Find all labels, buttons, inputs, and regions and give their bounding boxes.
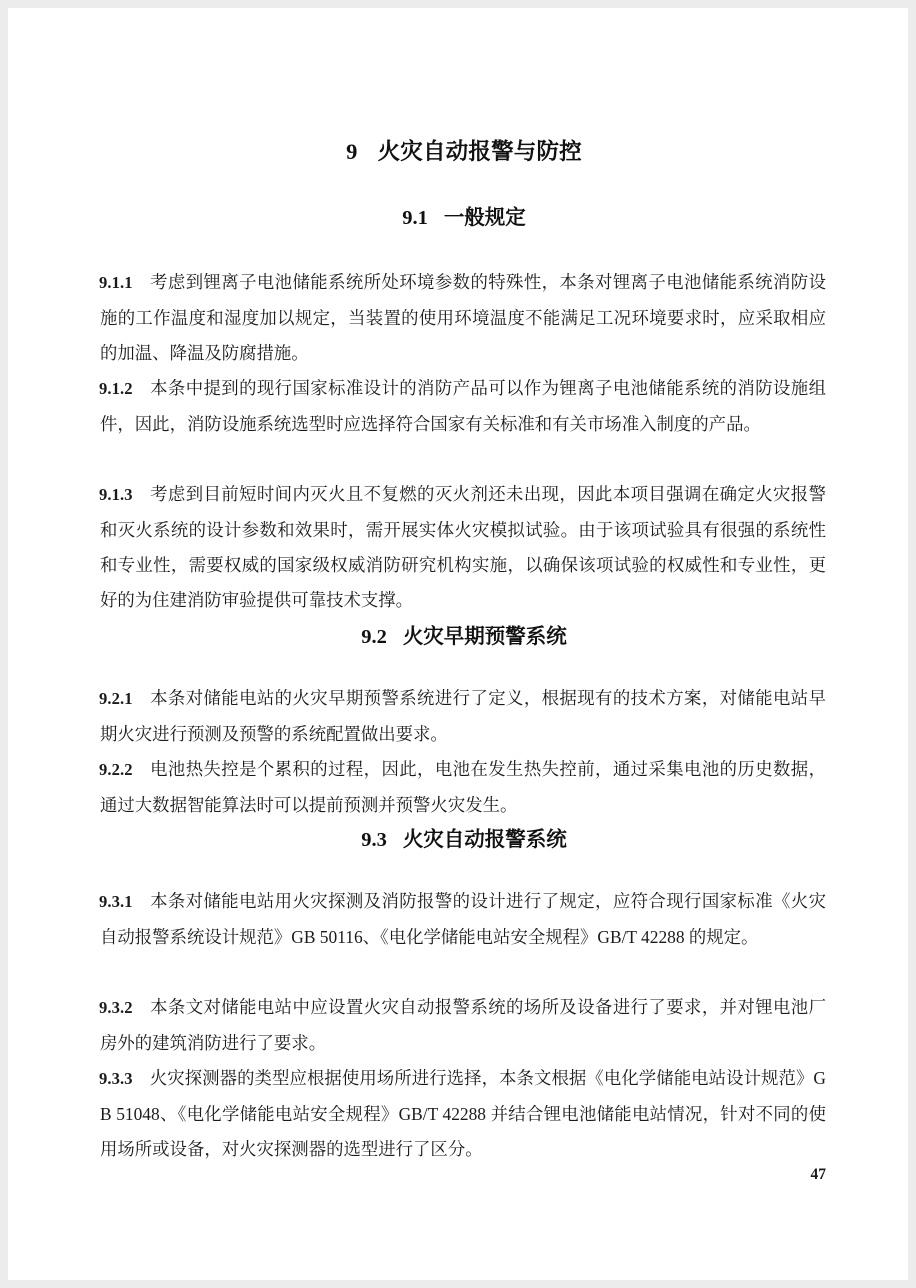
clause-text-9-2-2: 电池热失控是个累积的过程，因此，电池在发生热失控前，通过采集电池的历史数据，通过大数据智能算法时可以提前预测并预警火灾发生。: [100, 759, 826, 815]
chapter-title: 火灾自动报警与防控: [377, 139, 582, 164]
clause-text-9-1-3: 考虑到目前短时间内灭火且不复燃的灭火剂还未出现，因此本项目强调在确定火灾报警和灭火系统的设计参数和效果时，需开展实体火灾模拟试验。由于该项试验具有很强的系统性和专业性，需要权威的国家级权威消防研究机构实施，以确保该项试验的权威性和专业性，更好的为住建消防审验提供可靠技术支撑。: [100, 484, 826, 611]
chapter-number: 9: [346, 139, 358, 164]
clause-9-2-2: [99, 752, 826, 823]
chapter-heading: [99, 134, 829, 166]
clause-9-2-1: [99, 681, 826, 752]
clause-text-9-3-3: 火灾探测器的类型应根据使用场所进行选择，本条文根据《电化学储能电站设计规范》GB 51048、《电化学储能电站安全规程》GB/T 42288 并结合锂电池储能电站情况，针对不同的使用场所或设备，对火灾探测器的选型进行了区分。: [100, 1068, 826, 1159]
clause-text-9-1-2: 本条中提到的现行国家标准设计的消防产品可以作为锂离子电池储能系统的消防设施组件，因此，消防设施系统选型时应选择符合国家有关标准和有关市场准入制度的产品。: [100, 378, 826, 434]
clause-number-9-3-1: 9.3.1: [99, 892, 133, 912]
clause-number-9-3-2: 9.3.2: [99, 998, 133, 1018]
clause-text-9-2-1: 本条对储能电站的火灾早期预警系统进行了定义，根据现有的技术方案，对储能电站早期火灾进行预测及预警的系统配置做出要求。: [100, 688, 826, 744]
clause-9-1-2: [99, 371, 826, 442]
section-title-9-2: 火灾早期预警系统: [402, 626, 567, 648]
clause-text-9-3-1: 本条对储能电站用火灾探测及消防报警的设计进行了规定，应符合现行国家标准《火灾自动报警系统设计规范》GB 50116、《电化学储能电站安全规程》GB/T 42288 的规定。: [100, 891, 826, 947]
clause-9-3-2: [99, 990, 826, 1061]
clause-9-1-3: [99, 477, 826, 618]
page-number: 47: [810, 1166, 826, 1183]
clause-9-3-3: [99, 1061, 826, 1167]
section-heading-9-2: [99, 619, 829, 649]
section-number-9-2: 9.2: [361, 626, 387, 648]
section-title-9-3: 火灾自动报警系统: [402, 829, 567, 851]
section-heading-9-1: [99, 200, 829, 230]
clause-number-9-1-2: 9.1.2: [99, 379, 133, 399]
section-number-9-1: 9.1: [402, 207, 428, 229]
clause-number-9-1-3: 9.1.3: [99, 485, 133, 505]
document-page: [8, 8, 908, 1280]
clause-9-3-1: [99, 884, 826, 955]
page-content-area: [99, 8, 829, 1280]
clause-number-9-2-2: 9.2.2: [99, 760, 133, 780]
section-title-9-1: 一般规定: [443, 207, 526, 229]
clause-9-1-1: [99, 265, 826, 371]
clause-text-9-1-1: 考虑到锂离子电池储能系统所处环境参数的特殊性，本条对锂离子电池储能系统消防设施的工作温度和湿度加以规定，当装置的使用环境温度不能满足工况环境要求时，应采取相应的加温、降温及防腐措施。: [100, 272, 826, 363]
clause-number-9-3-3: 9.3.3: [99, 1069, 133, 1089]
section-heading-9-3: [99, 822, 829, 852]
clause-number-9-2-1: 9.2.1: [99, 689, 133, 709]
clause-number-9-1-1: 9.1.1: [99, 273, 133, 293]
section-number-9-3: 9.3: [361, 829, 387, 851]
clause-text-9-3-2: 本条文对储能电站中应设置火灾自动报警系统的场所及设备进行了要求，并对锂电池厂房外的建筑消防进行了要求。: [100, 997, 826, 1053]
